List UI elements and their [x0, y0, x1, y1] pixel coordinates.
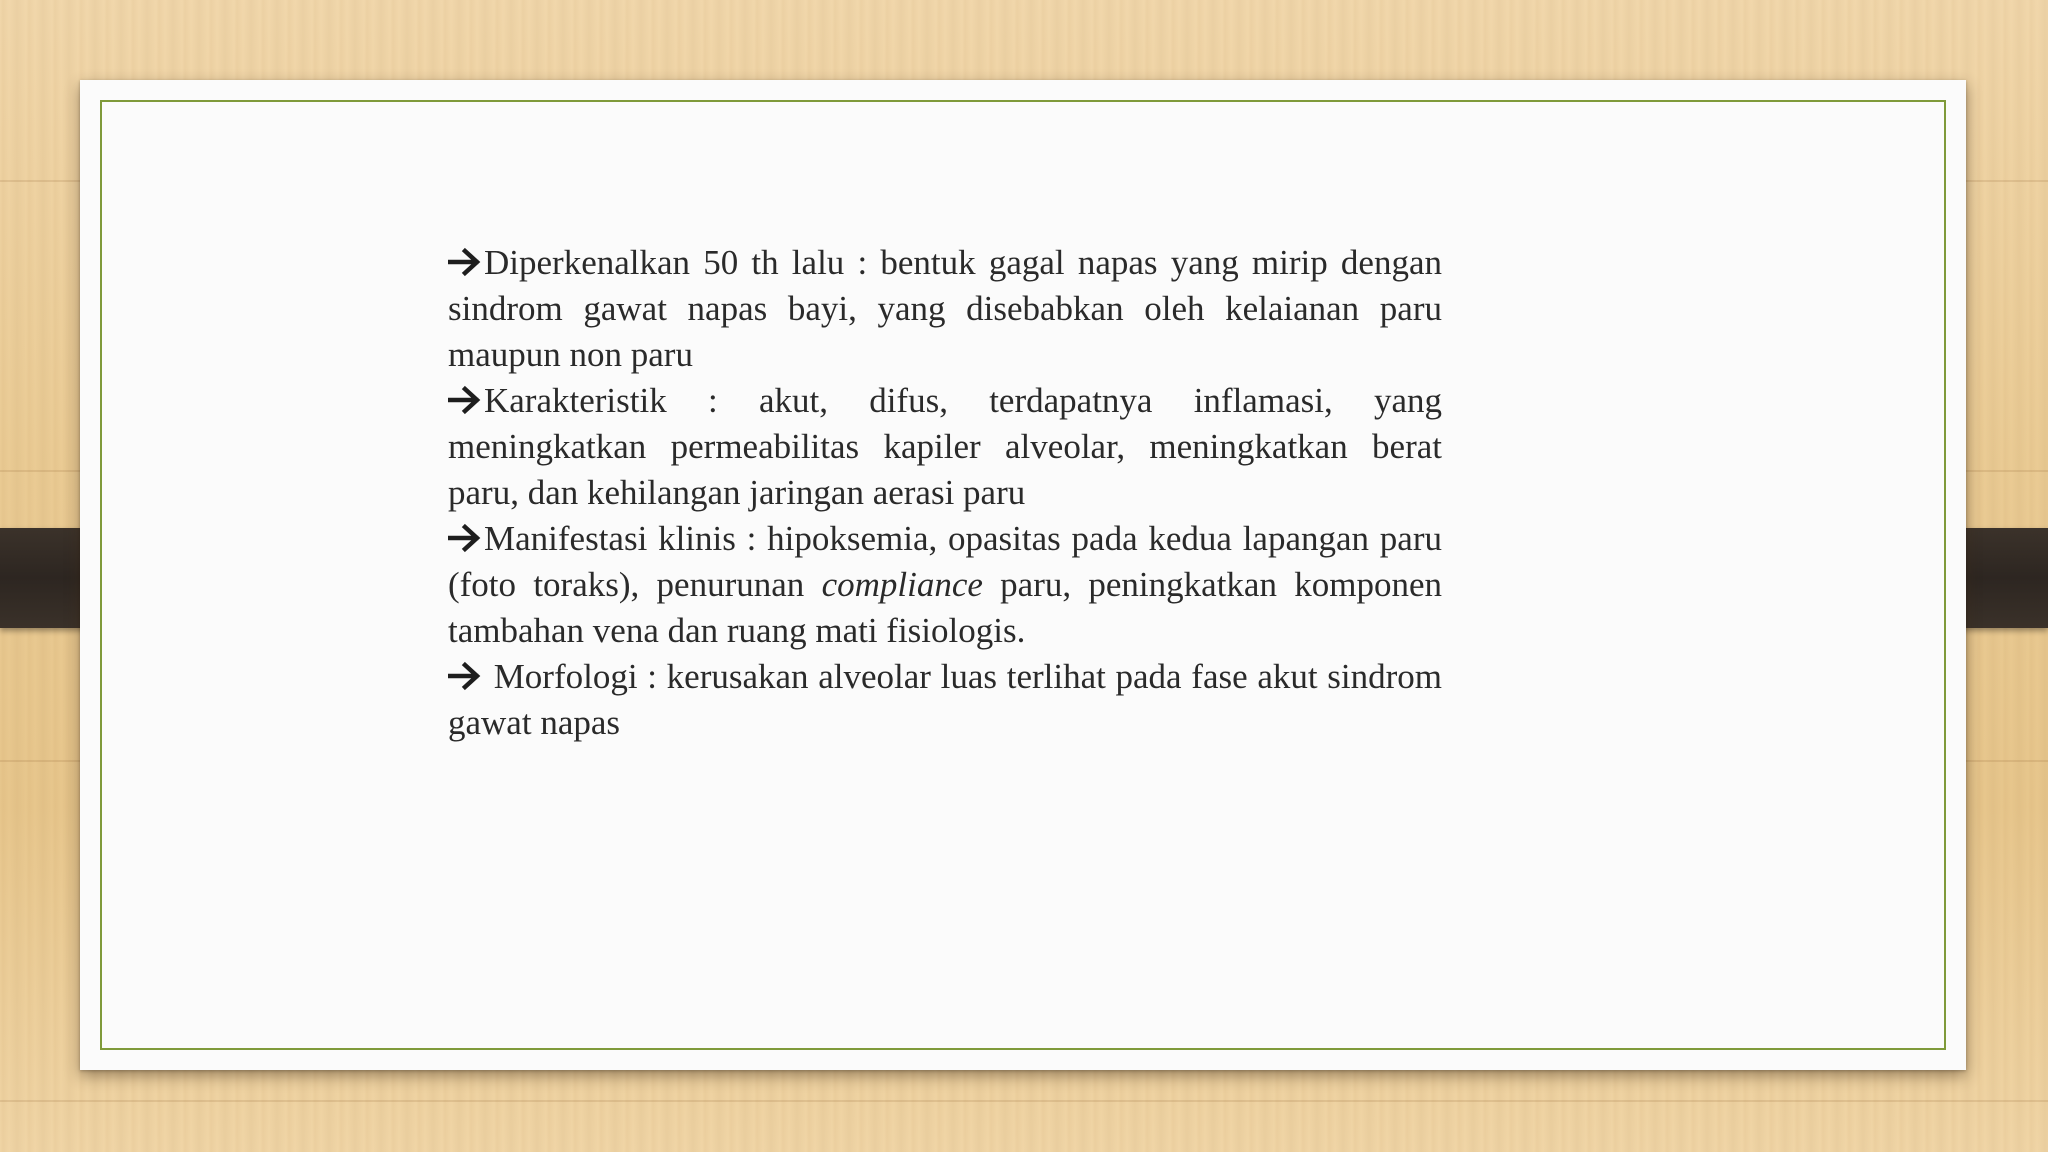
paragraph-text-after: paru, peningkatkan komponen tambahan vena dan ruang mati fisiologis. [448, 565, 1442, 650]
right-arrow-icon [448, 661, 484, 691]
bullet-paragraph-morphology [448, 654, 1442, 746]
right-arrow-icon [448, 385, 484, 415]
bullet-paragraph-introduction [448, 240, 1442, 378]
paragraph-emphasis: compliance [821, 565, 983, 604]
right-arrow-icon [448, 523, 484, 553]
paragraph-text: Diperkenalkan 50 th lalu : bentuk gagal napas yang mirip dengan sindrom gawat napas bayi, yang disebabkan oleh kelaianan paru maupun non paru [448, 243, 1442, 374]
bullet-paragraph-characteristics [448, 378, 1442, 516]
paragraph-text: Morfologi : kerusakan alveolar luas terlihat pada fase akut sindrom gawat napas [448, 657, 1442, 742]
paragraph-text-before: Manifestasi klinis : hipoksemia, opasitas pada kedua lapangan paru (foto toraks), penurunan [448, 519, 1442, 604]
wood-plank-seam [0, 1100, 2048, 1102]
bullet-paragraph-clinical-manifestation [448, 516, 1442, 654]
slide-body [448, 240, 1442, 746]
right-arrow-icon [448, 247, 484, 277]
paragraph-text: Karakteristik : akut, difus, terdapatnya inflamasi, yang meningkatkan permeabilitas kapiler alveolar, meningkatkan berat paru, dan kehilangan jaringan aerasi paru [448, 381, 1442, 512]
